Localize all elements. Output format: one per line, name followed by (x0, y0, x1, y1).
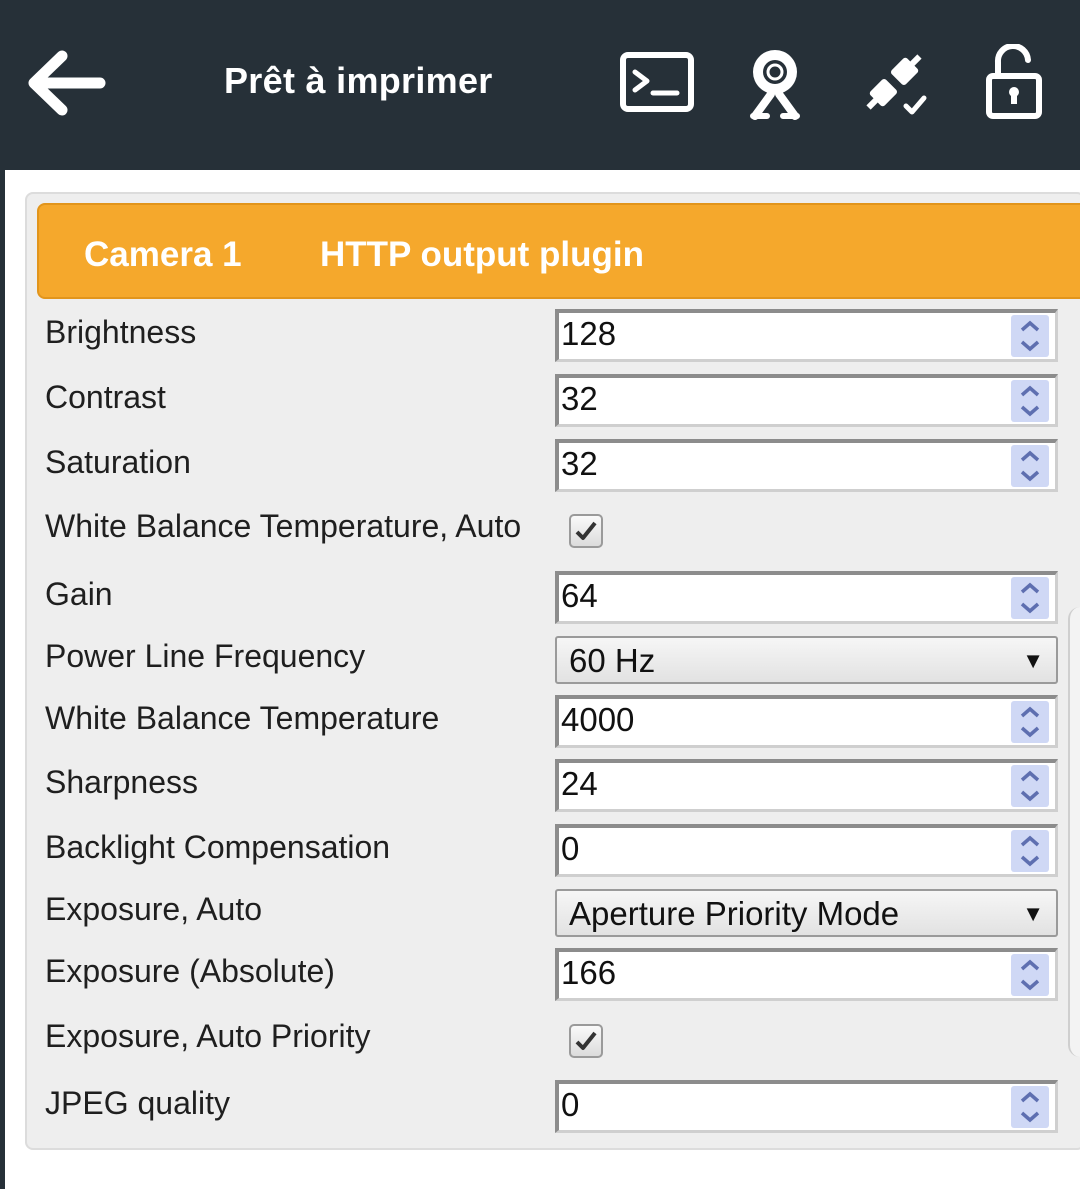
back-arrow-icon (22, 44, 108, 122)
saturation-value: 32 (561, 445, 598, 482)
top-bar (0, 0, 1080, 168)
connection-icon (854, 42, 934, 122)
wb-auto-checkbox[interactable] (569, 514, 603, 548)
spinner-arrows-icon (1011, 765, 1049, 807)
spinner-arrows-icon (1011, 577, 1049, 619)
sharpness-label: Sharpness (45, 764, 198, 800)
contrast-label: Contrast (45, 379, 166, 415)
spinner-arrows-icon (1011, 380, 1049, 422)
spinner-arrows-icon (1011, 701, 1049, 743)
wb-temp-input[interactable] (555, 695, 1058, 748)
saturation-input[interactable] (555, 439, 1058, 492)
exposure-priority-checkbox[interactable] (569, 1024, 603, 1058)
backlight-value: 0 (561, 830, 580, 867)
spinner-arrows-icon (1011, 445, 1049, 487)
checkmark-icon (574, 1029, 598, 1053)
checkmark-icon (574, 519, 598, 543)
wb-temp-value: 4000 (561, 701, 635, 738)
lock-button[interactable] (972, 40, 1056, 124)
exposure-abs-label: Exposure (Absolute) (45, 953, 335, 989)
exposure-abs-spinner[interactable] (1011, 954, 1049, 996)
brightness-spinner[interactable] (1011, 315, 1049, 357)
brightness-input[interactable] (555, 309, 1058, 362)
exposure-priority-label: Exposure, Auto Priority (45, 1018, 371, 1054)
brightness-label: Brightness (45, 314, 197, 350)
wb-temp-label: White Balance Temperature (45, 700, 440, 736)
power-line-label: Power Line Frequency (45, 638, 366, 674)
tab-bar (37, 203, 1080, 299)
contrast-input[interactable] (555, 374, 1058, 427)
back-button[interactable] (22, 44, 108, 122)
tab-http-output-plugin[interactable]: HTTP output plugin (320, 235, 644, 274)
jpeg-quality-input[interactable] (555, 1080, 1058, 1133)
webcam-icon (745, 44, 805, 120)
spinner-arrows-icon (1011, 954, 1049, 996)
spinner-arrows-icon (1011, 315, 1049, 357)
power-line-select[interactable] (555, 636, 1058, 684)
sharpness-input[interactable] (555, 759, 1058, 812)
spinner-arrows-icon (1011, 1086, 1049, 1128)
backlight-spinner[interactable] (1011, 830, 1049, 872)
page-title: Prêt à imprimer (224, 60, 493, 101)
exposure-abs-value: 166 (561, 954, 617, 991)
gain-input[interactable] (555, 571, 1058, 624)
connection-button[interactable] (852, 40, 936, 124)
terminal-icon (619, 50, 695, 114)
contrast-value: 32 (561, 380, 598, 417)
gain-spinner[interactable] (1011, 577, 1049, 619)
contrast-spinner[interactable] (1011, 380, 1049, 422)
lock-icon (984, 44, 1044, 120)
tab-camera-1[interactable]: Camera 1 (84, 235, 242, 274)
exposure-abs-input[interactable] (555, 948, 1058, 1001)
brightness-value: 128 (561, 315, 617, 352)
dropdown-arrow-icon: ▼ (1022, 901, 1044, 926)
backlight-label: Backlight Compensation (45, 829, 391, 865)
scrollbar[interactable] (1068, 607, 1080, 1057)
gain-value: 64 (561, 577, 598, 614)
wb-auto-label: White Balance Temperature, Auto (45, 508, 522, 544)
terminal-button[interactable] (615, 40, 699, 124)
spinner-arrows-icon (1011, 830, 1049, 872)
saturation-label: Saturation (45, 444, 191, 480)
backlight-input[interactable] (555, 824, 1058, 877)
jpeg-quality-spinner[interactable] (1011, 1086, 1049, 1128)
saturation-spinner[interactable] (1011, 445, 1049, 487)
webcam-button[interactable] (733, 40, 817, 124)
exposure-auto-value: Aperture Priority Mode (569, 895, 900, 932)
gain-label: Gain (45, 576, 113, 612)
camera-settings-panel (25, 192, 1080, 1150)
sharpness-spinner[interactable] (1011, 765, 1049, 807)
wb-temp-spinner[interactable] (1011, 701, 1049, 743)
exposure-auto-select[interactable] (555, 889, 1058, 937)
power-line-value: 60 Hz (569, 642, 656, 679)
sharpness-value: 24 (561, 765, 598, 802)
exposure-auto-label: Exposure, Auto (45, 891, 263, 927)
jpeg-quality-value: 0 (561, 1086, 580, 1123)
content-area (5, 170, 1080, 1189)
dropdown-arrow-icon: ▼ (1022, 648, 1044, 673)
jpeg-quality-label: JPEG quality (45, 1085, 230, 1121)
